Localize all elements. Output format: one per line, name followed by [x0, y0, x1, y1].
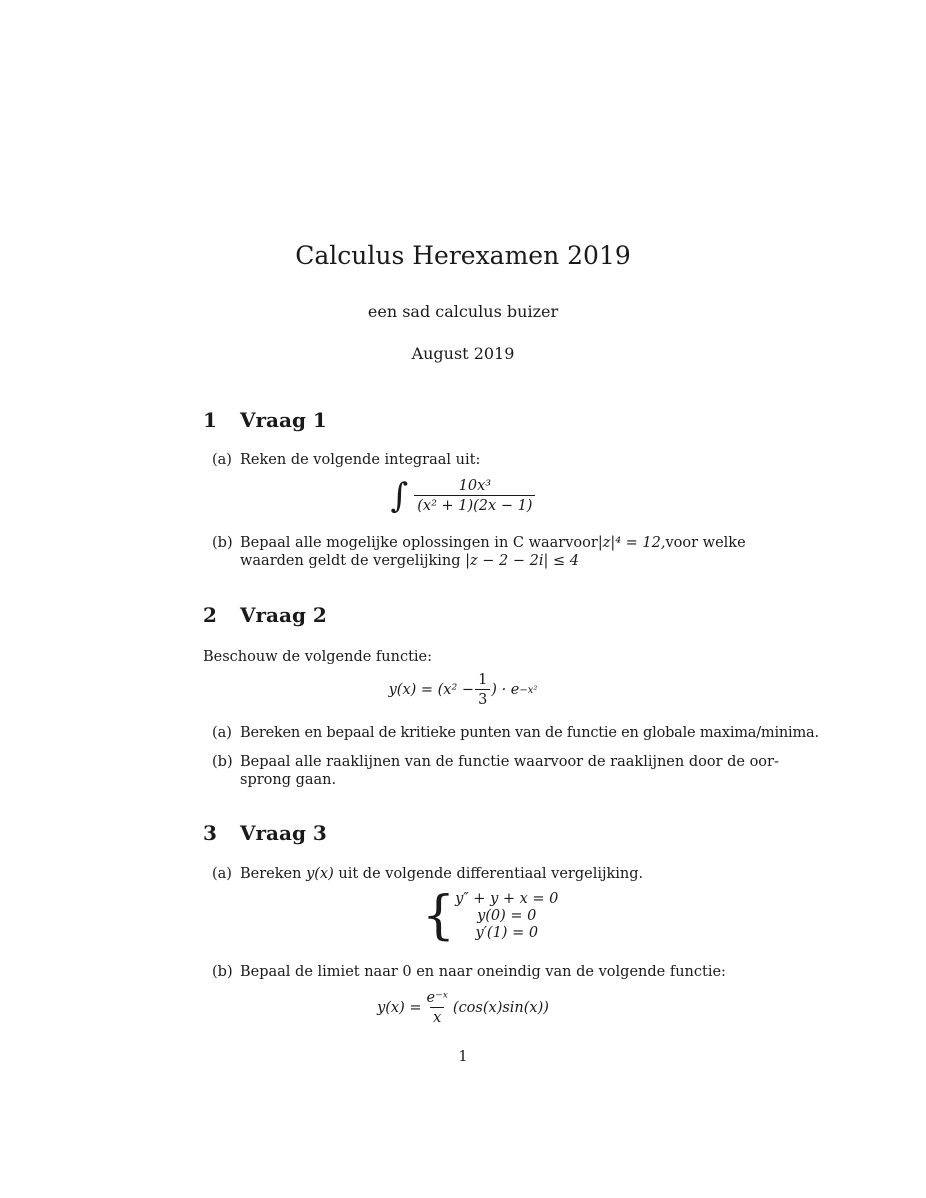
system-equations: [455, 891, 558, 942]
integral-sign: ∫: [390, 476, 409, 516]
text-run: voor welke: [665, 535, 746, 551]
document-title: Calculus Herexamen 2019: [295, 241, 631, 270]
item-text: Bepaal de limiet naar 0 en naar oneindig van de volgende functie:: [240, 964, 726, 980]
item-label: (b): [212, 535, 233, 551]
document-date: August 2019: [411, 344, 515, 363]
equation-rhs: ) · e: [491, 682, 520, 698]
item-label: (a): [212, 866, 232, 882]
item-text-line: [240, 535, 746, 551]
section-2-title: Vraag 2: [240, 603, 327, 627]
section-2-heading: [203, 603, 327, 627]
equation-lhs: y(x) = (x² −: [388, 682, 475, 698]
section-3-heading: [203, 821, 327, 845]
item-text-line: sprong gaan.: [240, 772, 337, 788]
function-equation: [0, 672, 926, 708]
math-run: |z|⁴ = 12,: [597, 535, 666, 551]
section-3-number: 3: [203, 821, 217, 845]
integral-formula: [0, 478, 926, 514]
item-text: Bereken en bepaal de kritieke punten van de functie en globale maxima/minima.: [240, 725, 819, 741]
item-label: (b): [212, 754, 233, 770]
text-run: uit de volgende differentiaal vergelijking.: [338, 866, 644, 882]
system-equation: y′(1) = 0: [475, 924, 539, 941]
fraction-numerator: 10x³: [458, 478, 492, 494]
math-run: y(x): [306, 866, 334, 882]
math-run: |z − 2 − 2i| ≤ 4: [465, 553, 579, 569]
document-author: een sad calculus buizer: [367, 302, 559, 321]
fraction-numerator: 1: [478, 672, 488, 688]
system-brace: {: [422, 886, 456, 946]
section-1-number: 1: [203, 408, 217, 432]
equation-fraction: [475, 672, 490, 708]
equation-rhs: (cos(x)sin(x)): [452, 1000, 549, 1016]
text-run: Bepaal alle mogelijke oplossingen in C waarvoor: [240, 535, 598, 551]
item-text-line: [240, 866, 643, 882]
section-3-title: Vraag 3: [240, 821, 327, 845]
equation-lhs: y(x) =: [377, 1000, 422, 1016]
system-equation: y″ + y + x = 0: [455, 890, 559, 907]
item-label: (b): [212, 964, 233, 980]
item-label: (a): [212, 452, 232, 468]
fraction-denominator: 3: [475, 689, 490, 708]
fraction-numerator: e⁻ˣ: [426, 990, 448, 1006]
item-text-line: [240, 553, 579, 569]
section-1-title: Vraag 1: [240, 408, 327, 432]
fraction-denominator: (x² + 1)(2x − 1): [414, 495, 535, 514]
page-number: 1: [458, 1049, 468, 1065]
text-run: waarden geldt de vergelijking: [240, 553, 461, 569]
section-2-number: 2: [203, 603, 217, 627]
text-run: Bereken: [240, 866, 302, 882]
equation-fraction: [424, 990, 451, 1026]
system-equation: y(0) = 0: [477, 907, 537, 924]
section-1-heading: [203, 408, 327, 432]
exponent: −x²: [519, 684, 538, 696]
item-text: Reken de volgende integraal uit:: [240, 452, 481, 468]
limit-function-equation: [0, 990, 926, 1026]
fraction-denominator: x: [430, 1007, 444, 1026]
integral-fraction: [414, 478, 535, 514]
item-label: (a): [212, 725, 232, 741]
intro-text: Beschouw de volgende functie:: [203, 649, 433, 665]
differential-system: [422, 886, 559, 946]
item-text-line: Bepaal alle raaklijnen van de functie waarvoor de raaklijnen door de oor-: [240, 754, 779, 770]
